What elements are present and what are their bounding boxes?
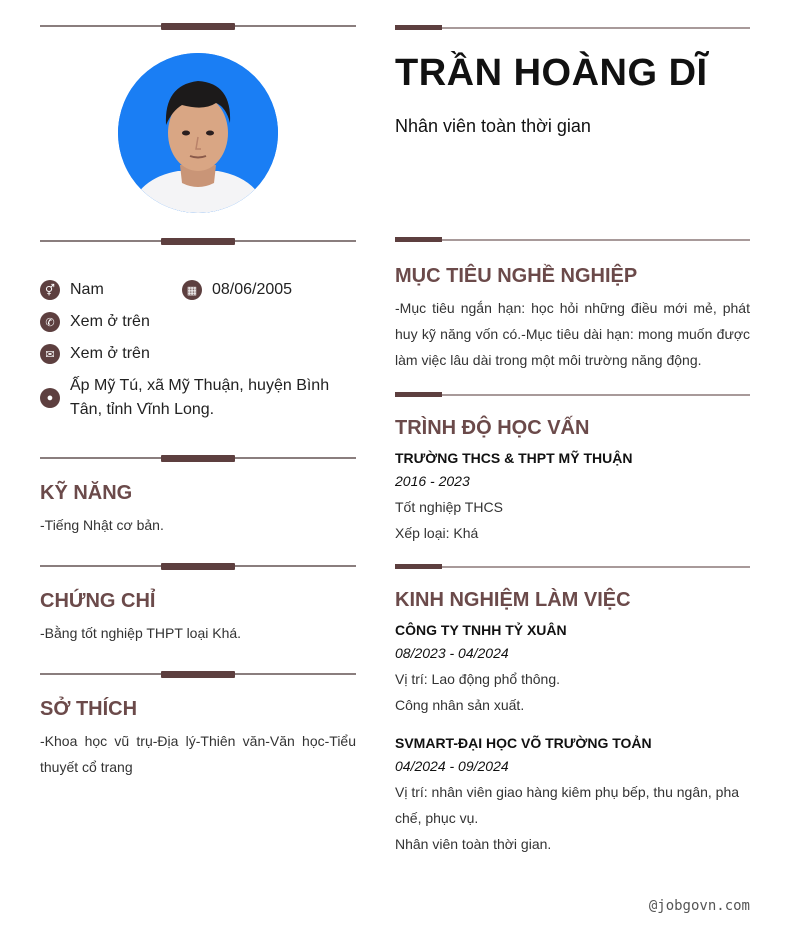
calendar-icon: ▦ [182,280,202,300]
divider [40,23,356,30]
education-period: 2016 - 2023 [395,473,470,489]
job-line: Nhân viên toàn thời gian. [395,836,552,852]
envelope-icon: ✉ [40,344,60,364]
education-entry [395,448,750,546]
experience-entry [395,733,750,857]
certificates-text: -Bằng tốt nghiệp THPT loại Khá. [40,625,242,641]
address-value: Ấp Mỹ Tú, xã Mỹ Thuận, huyện Bình Tân, tỉnh Vĩnh Long. [70,377,330,418]
experience-entry [395,620,750,718]
job-line: Vị trí: nhân viên giao hàng kiêm phụ bếp, thu ngân, pha chế, phục vụ. [395,784,740,826]
experience-title: KINH NGHIỆM LÀM VIỆC [395,589,631,611]
divider [395,564,750,569]
school-name: TRƯỜNG THCS & THPT MỸ THUẬN [395,450,633,466]
dob-value: 08/06/2005 [212,281,293,298]
job-line: Công nhân sản xuất. [395,697,525,713]
person-portrait-icon [118,53,278,213]
address-row [40,374,356,422]
divider [395,237,750,242]
gender-row [40,278,104,302]
divider [395,392,750,397]
objective-text: -Mục tiêu ngắn hạn: học hỏi những điều mới mẻ, phát huy kỹ năng vốn có.-Mục tiêu dài hạn: mong muốn được làm việc lâu dài trong một môi trường năng động. [395,300,750,368]
dob-row [182,278,292,302]
education-line: Tốt nghiệp THCS [395,499,503,515]
divider [40,238,356,245]
education-line: Xếp loại: Khá [395,525,479,541]
phone-value: Xem ở trên [70,313,150,330]
hobbies-text: -Khoa học vũ trụ-Địa lý-Thiên văn-Văn học-Tiểu thuyết cổ trang [40,733,356,775]
job-period: 08/2023 - 04/2024 [395,645,509,661]
skills-title: KỸ NĂNG [40,482,133,504]
gender-icon: ⚥ [40,280,60,300]
email-value: Xem ở trên [70,345,150,362]
divider [395,25,750,30]
divider [40,455,356,462]
job-line: Vị trí: Lao động phổ thông. [395,671,561,687]
company-name: SVMART-ĐẠI HỌC VÕ TRƯỜNG TOẢN [395,735,652,751]
gender-value: Nam [70,281,104,298]
divider [40,671,356,678]
profile-photo [118,53,278,213]
phone-row [40,310,150,334]
candidate-name: TRẦN HOÀNG DĨ [395,52,708,94]
job-title: Nhân viên toàn thời gian [395,116,591,136]
job-period: 04/2024 - 09/2024 [395,758,509,774]
hobbies-title: SỞ THÍCH [40,698,138,720]
divider [40,563,356,570]
objective-title: MỤC TIÊU NGHỀ NGHIỆP [395,265,638,287]
certificates-title: CHỨNG CHỈ [40,590,156,612]
phone-icon: ✆ [40,312,60,332]
email-row [40,342,150,366]
watermark: @jobgovn.com [648,898,750,914]
education-title: TRÌNH ĐỘ HỌC VẤN [395,417,590,439]
company-name: CÔNG TY TNHH TỶ XUÂN [395,622,567,638]
skills-text: -Tiếng Nhật cơ bản. [40,517,164,533]
map-pin-icon: ● [40,388,60,408]
